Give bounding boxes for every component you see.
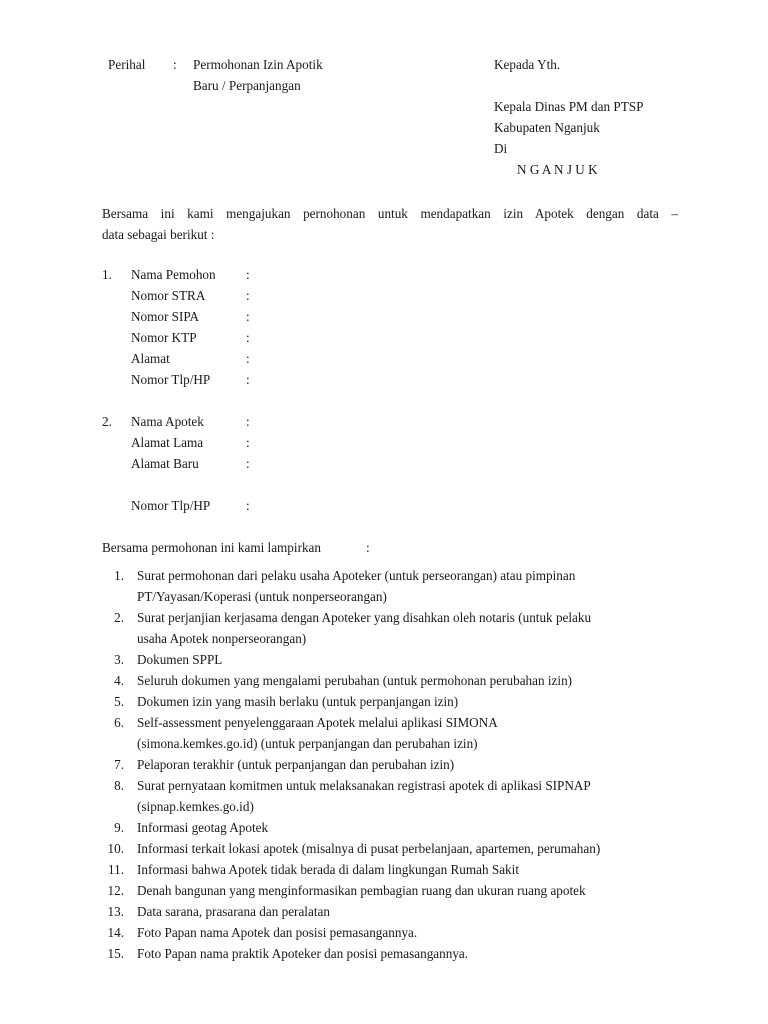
field-colon: : [246,414,250,429]
field-colon: : [246,330,250,345]
perihal-colon: : [173,57,177,72]
list-item-number: 5. [114,694,124,709]
list-item-number: 12. [107,883,124,898]
list-item-number: 6. [114,715,124,730]
list-item-text: Informasi bahwa Apotek tidak berada di dalam lingkungan Rumah Sakit [137,862,519,877]
list-item-number: 9. [114,820,124,835]
attachments-heading: Bersama permohonan ini kami lampirkan [102,540,321,555]
intro-paragraph [102,203,678,245]
recipient-region: Kabupaten Nganjuk [494,120,600,135]
list-item-text: Surat perjanjian kerjasama dengan Apoteker yang disahkan oleh notaris (untuk pelaku [137,610,592,625]
section-1-number: 1. [102,267,112,282]
field-label: Alamat [131,351,170,366]
list-item-text: Seluruh dokumen yang mengalami perubahan (untuk permohonan perubahan izin) [137,673,573,688]
list-item-text: Surat pernyataan komitmen untuk melaksanakan registrasi apotek di aplikasi SIPNAP [137,778,591,793]
list-item-text: (sipnap.kemkes.go.id) [137,799,254,814]
intro-line-2: data sebagai berikut : [102,227,215,242]
perihal-label: Perihal [108,57,146,72]
field-label: Nomor Tlp/HP [131,498,211,513]
field-colon: : [246,456,250,471]
field-colon: : [246,351,250,366]
section-2-number: 2. [102,414,112,429]
field-colon: : [246,267,250,282]
list-item-text: PT/Yayasan/Koperasi (untuk nonperseorangan) [137,589,387,604]
recipient-title: Kepala Dinas PM dan PTSP [494,99,644,114]
field-colon: : [246,288,250,303]
list-item-text: Informasi geotag Apotek [137,820,269,835]
field-label: Alamat Lama [131,435,204,450]
recipient-greeting: Kepada Yth. [494,57,561,72]
list-item-number: 13. [107,904,124,919]
list-item-text: Informasi terkait lokasi apotek (misalnya di pusat perbelanjaan, apartemen, perumahan) [137,841,601,856]
list-item-number: 14. [107,925,124,940]
field-label: Nomor KTP [131,330,197,345]
list-item-number: 10. [107,841,124,856]
field-colon: : [246,372,250,387]
field-label: Nama Pemohon [131,267,216,282]
list-item-number: 2. [114,610,124,625]
list-item-number: 11. [108,862,124,877]
attachments-heading-colon: : [366,540,370,555]
list-item-text: Dokumen SPPL [137,652,223,667]
field-colon: : [246,498,250,513]
field-label: Nomor Tlp/HP [131,372,211,387]
recipient-di: Di [494,141,508,156]
list-item-text: Surat permohonan dari pelaku usaha Apoteker (untuk perseorangan) atau pimpinan [137,568,576,583]
list-item-number: 1. [114,568,124,583]
list-item-text: Foto Papan nama Apotek dan posisi pemasangannya. [137,925,418,940]
list-item-number: 8. [114,778,124,793]
field-label: Alamat Baru [131,456,199,471]
field-colon: : [246,309,250,324]
list-item-number: 3. [114,652,124,667]
field-colon: : [246,435,250,450]
list-item-number: 4. [114,673,124,688]
perihal-subject-line1: Permohonan Izin Apotik [193,57,323,72]
perihal-subject-line2: Baru / Perpanjangan [193,78,301,93]
list-item-text: Self-assessment penyelenggaraan Apotek melalui aplikasi SIMONA [137,715,498,730]
list-item-text: Denah bangunan yang menginformasikan pembagian ruang dan ukuran ruang apotek [137,883,586,898]
recipient-city: N G A N J U K [517,162,598,177]
list-item-text: Dokumen izin yang masih berlaku (untuk perpanjangan izin) [137,694,459,709]
list-item-text: Foto Papan nama praktik Apoteker dan posisi pemasangannya. [137,946,469,961]
list-item-number: 15. [107,946,124,961]
list-item-text: usaha Apotek nonperseorangan) [137,631,307,646]
intro-line-1: Bersama ini kami mengajukan pernohonan untuk mendapatkan izin Apotek dengan data – [102,206,678,221]
field-label: Nama Apotek [131,414,204,429]
field-label: Nomor STRA [131,288,206,303]
list-item-text: Pelaporan terakhir (untuk perpanjangan dan perubahan izin) [137,757,455,772]
list-item-text: Data sarana, prasarana dan peralatan [137,904,330,919]
field-label: Nomor SIPA [131,309,200,324]
list-item-text: (simona.kemkes.go.id) (untuk perpanjangan dan perubahan izin) [137,736,478,751]
list-item-number: 7. [114,757,124,772]
